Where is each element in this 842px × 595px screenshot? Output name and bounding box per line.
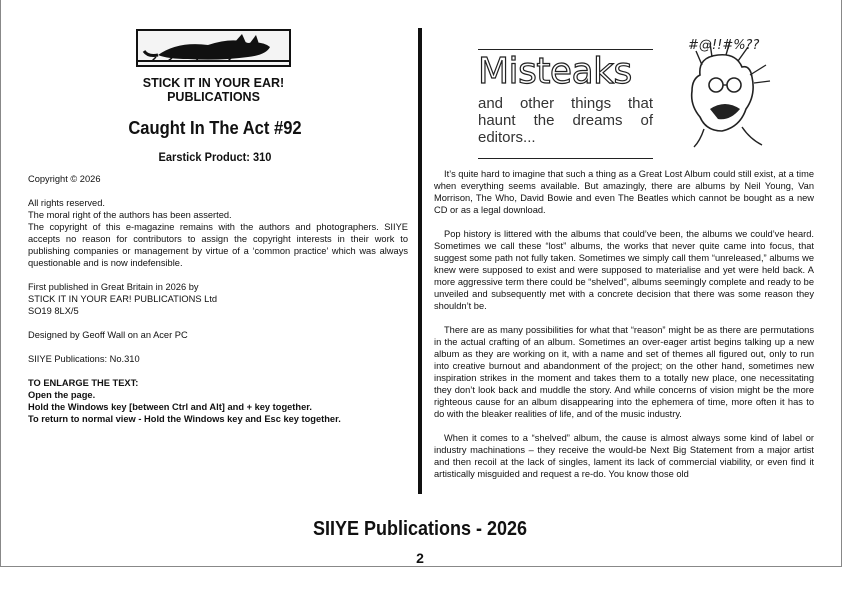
copyright-notice: The copyright of this e-magazine remains with the authors and photographers. SIIYE accepts no reason for contributors to assign the copyright interests in their work to publishing companies or management by virtue of a ‘common practice’ which was always questionable and is now indefensible. bbox=[28, 222, 408, 268]
enlarge-step-2: Hold the Windows key [between Ctrl and Alt] and + key together. bbox=[28, 402, 312, 412]
screaming-editor-doodle-icon bbox=[670, 35, 775, 150]
logo-line-2: PUBLICATIONS bbox=[167, 90, 260, 104]
article-paragraph-1: It’s quite hard to imagine that such a thing as a Great Lost Album could still exist, at a time when everything seems available. But amazingly, there are albums by Neil Young, Van Morrison, The Who, David Bowie and even The Beatles which cannot be bought as a new CD or as a legal download. bbox=[434, 169, 814, 215]
product-code: Earstick Product: 310 bbox=[158, 150, 272, 164]
postcode: SO19 8LX/5 bbox=[28, 306, 79, 316]
colophon bbox=[28, 173, 408, 425]
ear-creature-logo-icon bbox=[138, 31, 289, 65]
column-divider bbox=[418, 28, 422, 494]
heading-rule-top bbox=[478, 49, 653, 50]
article-body bbox=[434, 168, 814, 492]
heading-rule-bottom bbox=[478, 158, 653, 159]
publisher-name: STICK IT IN YOUR EAR! PUBLICATIONS Ltd bbox=[28, 294, 218, 304]
rights-reserved: All rights reserved. bbox=[28, 198, 105, 208]
article-paragraph-3: There are as many possibilities for what that “reason” might be as there are permutations in the actual crafting of an album. Sometimes an over-eager artist begins talking up a new album as they are working on it, with a name and set of themes all figured out, only to run into creative burnout and abandonment of the project; on the other hand, sometimes new inspiration strikes in the moment and takes them to a totally new place, one necessitating they don’t look back and muddle the story. And while concerns of vision might be the more righteous cause for an album disappearing into the ephemera of time, more often it has to do with the bleaker realities of life, and of the music industry. bbox=[434, 325, 814, 419]
issue-title: Caught In The Act #92 bbox=[128, 118, 302, 138]
page-number: 2 bbox=[416, 550, 424, 566]
copyright-line: Copyright © 2026 bbox=[28, 174, 101, 184]
enlarge-step-3: To return to normal view - Hold the Windows key and Esc key together. bbox=[28, 414, 341, 424]
publisher-logo bbox=[136, 29, 291, 67]
footer-title: SIIYE Publications - 2026 bbox=[312, 518, 528, 540]
moral-right: The moral right of the authors has been asserted. bbox=[28, 210, 232, 220]
logo-caption bbox=[110, 76, 317, 104]
doodle-scribble: #@!!#%?? bbox=[688, 38, 760, 53]
misteaks-subtitle: and other things that haunt the dreams of editors... bbox=[478, 95, 653, 146]
article-paragraph-2: Pop history is littered with the albums that could’ve been, the albums we could’ve heard. Sometimes we call these “lost” albums, the works that never quite came into focus, that suggest some path not fully taken. Sometimes we simply call them “unreleased,” albums we knew were supposed to exist and were supposed to materialise and yet were held back. A more aggressive term there could be “shelved”, albums seemingly complete and ready to be unveiled and subsequently met with a concrete decision that there was some reason they shouldn’t be. bbox=[434, 229, 814, 311]
enlarge-step-1: Open the page. bbox=[28, 390, 96, 400]
publication-number: SIIYE Publications: No.310 bbox=[28, 354, 140, 364]
article-paragraph-4: When it comes to a “shelved” album, the cause is almost always some kind of label or industry machinations – they receive the would-be Next Big Statement from a major artist and then recoil at the lack of singles, lament its lack of commercial viability, or even find it artistically misguided and request a re-do. You know those old bbox=[434, 433, 814, 479]
first-published: First published in Great Britain in 2026 by bbox=[28, 282, 199, 292]
designer-credit: Designed by Geoff Wall on an Acer PC bbox=[28, 330, 188, 340]
logo-line-1: STICK IT IN YOUR EAR! bbox=[142, 76, 285, 90]
misteaks-heading: Misteaks bbox=[478, 51, 632, 92]
enlarge-heading: TO ENLARGE THE TEXT: bbox=[28, 378, 139, 388]
